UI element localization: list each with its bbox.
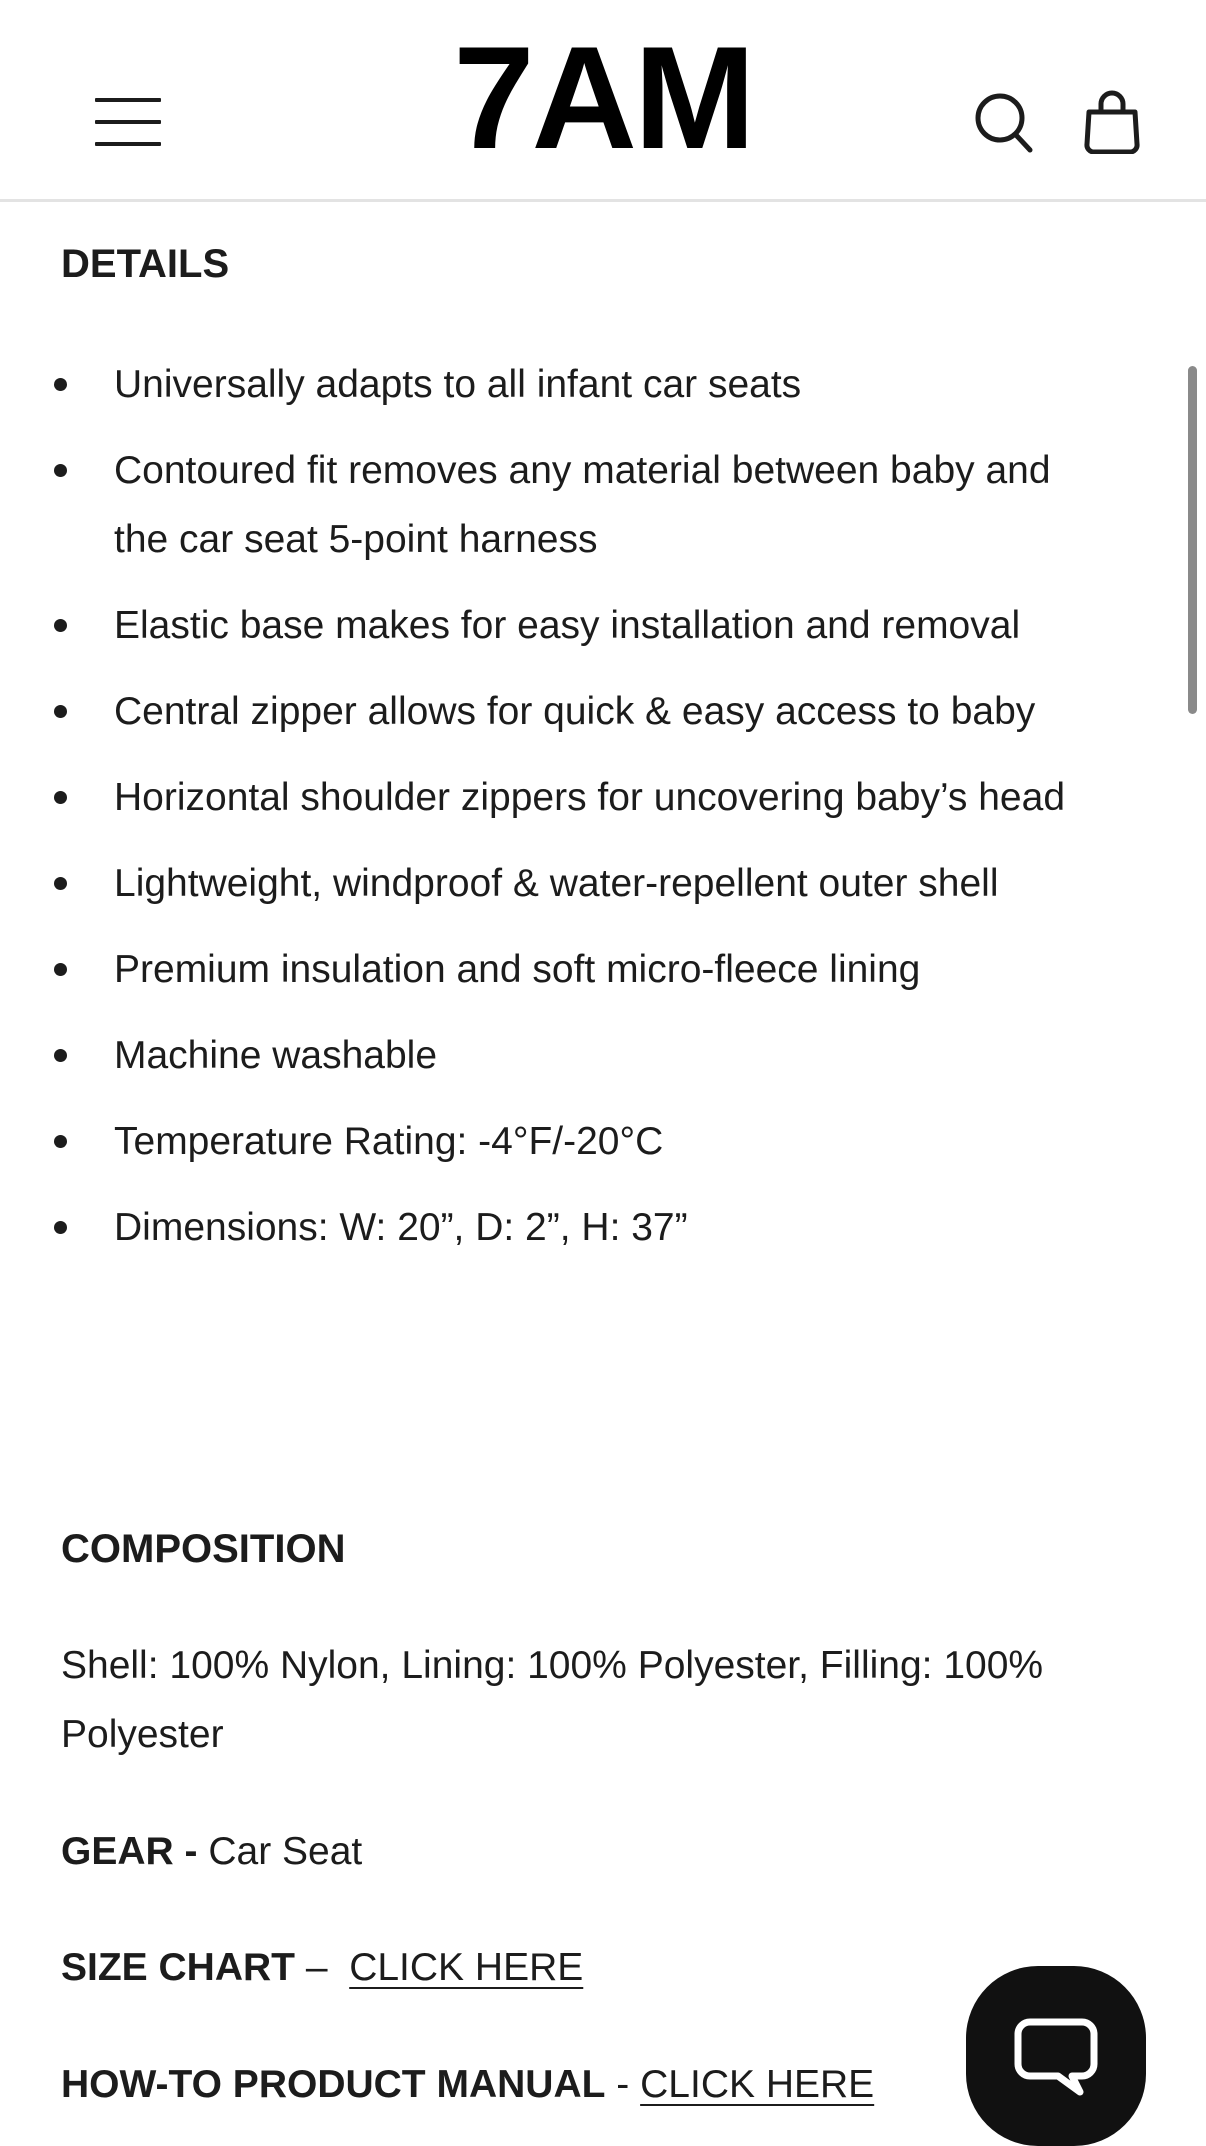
chat-button[interactable] — [966, 1966, 1146, 2146]
site-logo[interactable]: 7AM — [453, 16, 753, 179]
list-item: Machine washable — [0, 1021, 1090, 1090]
composition-text: Shell: 100% Nylon, Lining: 100% Polyester, Filling: 100% Polyester — [61, 1644, 1044, 1756]
size-chart-separator: – — [295, 1946, 350, 1989]
size-chart-label: SIZE CHART — [61, 1946, 295, 1989]
list-item: Premium insulation and soft micro-fleece lining — [0, 935, 1090, 1004]
list-item: Horizontal shoulder zippers for uncovering baby’s head — [0, 763, 1090, 832]
manual-link[interactable]: CLICK HERE — [640, 2063, 875, 2106]
list-item: Dimensions: W: 20”, D: 2”, H: 37” — [0, 1193, 1090, 1262]
scrollbar[interactable] — [1188, 366, 1197, 714]
list-item: Contoured fit removes any material between baby and the car seat 5-point harness — [0, 436, 1090, 574]
search-icon[interactable] — [974, 92, 1034, 154]
list-item: Lightweight, windproof & water-repellent outer shell — [0, 849, 1090, 918]
details-heading: DETAILS — [61, 242, 230, 286]
composition-heading: COMPOSITION — [61, 1527, 346, 1571]
details-list — [0, 350, 1206, 1279]
manual-label: HOW-TO PRODUCT MANUAL — [61, 2063, 606, 2106]
manual-separator: - — [605, 2063, 641, 2106]
list-item: Central zipper allows for quick & easy access to baby — [0, 677, 1090, 746]
list-item: Universally adapts to all infant car seats — [0, 350, 1090, 419]
list-item: Temperature Rating: -4°F/-20°C — [0, 1107, 1090, 1176]
gear-value: Car Seat — [197, 1830, 363, 1873]
size-chart-line — [61, 1933, 1111, 2002]
chat-bubble-icon — [1010, 2012, 1102, 2104]
size-chart-link[interactable]: CLICK HERE — [349, 1946, 584, 1989]
shopping-bag-icon[interactable] — [1083, 90, 1141, 154]
hamburger-menu-icon[interactable] — [95, 98, 161, 146]
list-item: Elastic base makes for easy installation and removal — [0, 591, 1090, 660]
site-header — [0, 0, 1206, 202]
gear-label: GEAR - — [61, 1830, 198, 1873]
manual-line — [61, 2050, 1111, 2119]
gear-line — [61, 1817, 1111, 1886]
